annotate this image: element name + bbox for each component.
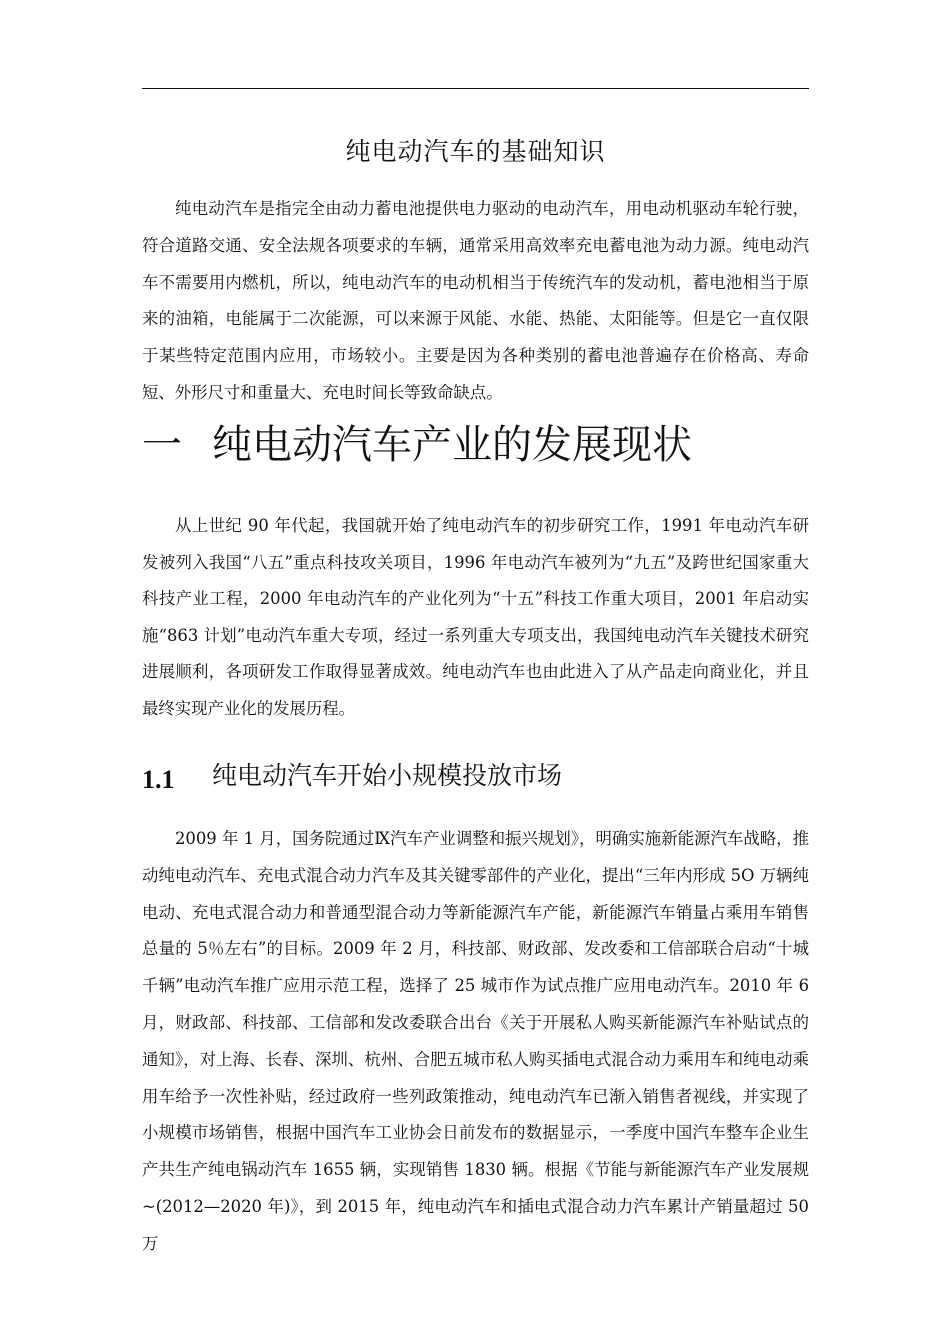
subsection-number: 1.1 <box>142 765 175 794</box>
subsection-heading-text: 纯电动汽车开始小规模投放市场 <box>212 761 563 790</box>
section-heading-1 <box>142 417 809 473</box>
section-heading-text: 纯电动汽车产业的发展现状 <box>212 422 692 468</box>
section-1-paragraph: 从上世纪 90 年代起，我国就开始了纯电动汽车的初步研究工作，1991 年电动汽车研发被列入我国“八五”重点科技攻关项目，1996 年电动汽车被列为“九五”及跨世纪国家重大科技产业工程，2000 年电动汽车的产业化列为“十五”科技工作重大项目，2001 年启动实施“863 计划”电动汽车重大专项，经过一系列重大专项支出，我国纯电动汽车关键技术研究进展顺利，各项研发工作取得显著成效。纯电动汽车也由此进入了从产品走向商业化，并且最终实现产业化的发展历程。 <box>142 516 809 718</box>
intro-paragraph: 纯电动汽车是指完全由动力蓄电池提供电力驱动的电动汽车，用电动机驱动车轮行驶，符合道路交通、安全法规各项要求的车辆，通常采用高效率充电蓄电池为动力源。纯电动汽车不需要用内燃机，所以，纯电动汽车的电动机相当于传统汽车的发动机，蓄电池相当于原来的油箱，电能属于二次能源，可以来源于风能、水能、热能、太阳能等。但是它一直仅限于某些特定范围内应用，市场较小。主要是因为各种类别的蓄电池普遍存在价格高、寿命短、外形尺寸和重量大、充电时间长等致命缺点。 <box>142 199 809 402</box>
subsection-1-1-paragraph: 2009 年 1 月，国务院通过Ⅸ汽车产业调整和振兴规划》，明确实施新能源汽车战略，推动纯电动汽车、充电式混合动力汽车及其关键零部件的产业化，提出“三年内形成 5O 万辆纯电动、充电式混合动力和普通型混合动力等新能源汽车产能，新能源汽车销量占乘用车销售总量的 5％左右”的目标。2009 年 2 月，科技部、财政部、发改委和工信部联合启动“十城千辆”电动汽车推广应用示范工程，选择了 25 城市作为试点推广应用电动汽车。2010 年 6 月，财政部、科技部、工信部和发改委联合出台《关于开展私人购买新能源汽车补贴试点的通知》，对上海、长春、深圳、杭州、合肥五城市私人购买插电式混合动力乘用车和纯电动乘用车给予一次性补贴，经过政府一些列政策推动，纯电动汽车已渐入销售者视线，并实现了小规模市场销售，根据中国汽车工业协会日前发布的数据显示，一季度中国汽车整车企业生产共生产纯电锅动汽车 1655 辆，实现销售 1830 辆。根据《节能与新能源汽车产业发展规~(2012—2020 年)》，到 2015 年，纯电动汽车和插电式混合动力汽车累计产销量超过 50 万 <box>142 829 809 1253</box>
subsection-heading-1-1 <box>142 750 809 798</box>
section-number: 一 <box>142 422 182 468</box>
document-title: 纯电动汽车的基础知识 <box>345 137 606 166</box>
header-rule <box>142 88 809 89</box>
